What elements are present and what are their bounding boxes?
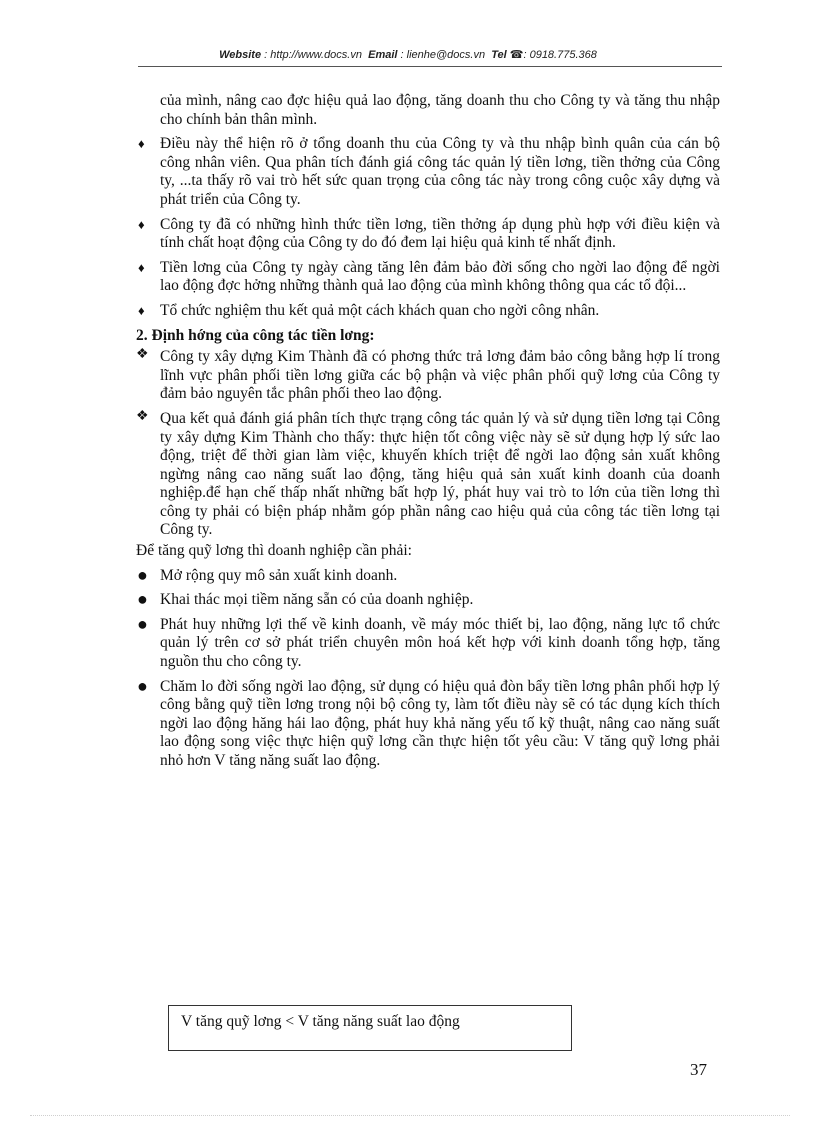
list-item: [136, 410, 720, 540]
list-item-text: Khai thác mọi tiềm năng sẵn có của doanh nghiệp.: [160, 591, 474, 609]
list-item-text: Điều này thể hiện rõ ở tổng doanh thu của Công ty và thu nhập bình quân của cán bộ công nhân viên. Qua phân tích đánh giá công tác quản lý tiền lơng, tiền thởng của Công ty, ...ta thấy rõ vai trò hết sức quan trọng của công tác này trong công cuộc xây dựng và phát triển của Công ty.: [160, 135, 720, 208]
page-header: [0, 48, 816, 61]
list-item-text: Tổ chức nghiệm thu kết quả một cách khách quan cho ngời công nhân.: [160, 301, 600, 319]
list-item: [136, 135, 720, 209]
diamond-bullet-icon: ♦: [138, 216, 145, 232]
formula-text: V tăng quỹ lơng < V tăng năng suất lao động: [181, 1013, 460, 1030]
dot-bullet-icon: ●: [137, 589, 148, 610]
list-item: [136, 564, 720, 586]
list-item: [136, 613, 720, 672]
email-value: : lienhe@docs.vn: [400, 49, 486, 61]
header-divider: [138, 66, 722, 67]
list-item-text: Phát huy những lợi thế về kinh doanh, về máy móc thiết bị, lao động, năng lực tổ chức quản lý trên cơ sở phát triển chuyên môn hoá kết hợp với kinh doanh tổng hợp, tăng nguồn thu cho công ty.: [160, 615, 720, 671]
list-item: [136, 259, 720, 296]
diamond-bullet-icon: ♦: [138, 259, 145, 275]
list-item: [136, 591, 720, 610]
tel-value: : 0918.775.368: [523, 49, 597, 61]
dot-bullet-icon: ●: [137, 613, 148, 634]
dot-bullet-icon: ●: [137, 675, 148, 696]
diamond-bullet-icon: ♦: [138, 302, 145, 318]
section-heading: 2. Định hớng của công tác tiền lơng:: [136, 326, 375, 344]
email-label: Email: [368, 49, 398, 61]
page-number: 37: [690, 1060, 707, 1079]
document-body: [136, 92, 720, 777]
formula-box: [168, 1005, 572, 1051]
list-item: [136, 302, 720, 321]
list-item-text: Tiền lơng của Công ty ngày càng tăng lên đảm bảo đời sống cho ngời lao động để ngời lao động đợc hởng những thành quả lao động của mình không thông qua các tổ đội...: [160, 258, 720, 295]
list-item: [136, 675, 720, 771]
list-item: [136, 348, 720, 404]
list-item: [136, 216, 720, 253]
dot-bullet-icon: ●: [137, 564, 148, 585]
website-label: Website: [219, 49, 262, 61]
list-item-text: Công ty đã có những hình thức tiền lơng, tiền thởng áp dụng phù hợp với điều kiện và tính chất hoạt động của Công ty do đó đem lại hiệu quả kinh tế nhất định.: [160, 215, 720, 252]
paragraph-continuation: của mình, nâng cao đợc hiệu quả lao động, tăng doanh thu cho Công ty và tăng thu nhập cho chính bản thân mình.: [160, 92, 720, 128]
intro-paragraph: Để tăng quỹ lơng thì doanh nghiệp cần phải:: [136, 542, 412, 560]
list-item-text: Công ty xây dựng Kim Thành đã có phơng thức trả lơng đảm bảo công bằng hợp lí trong lĩnh vực phân phối tiền lơng giữa các bộ phận và việc phân phối quỹ lơng của Công ty đảm bảo nguyên tắc phân phối theo lao động.: [160, 348, 720, 403]
diamond-bullet-icon: ♦: [138, 136, 145, 152]
star-bullet-icon: ❖: [136, 408, 149, 424]
website-value: : http://www.docs.vn: [264, 49, 362, 61]
phone-icon: ☎: [509, 49, 524, 61]
tel-label: Tel: [491, 49, 507, 61]
footer-divider: [30, 1115, 790, 1116]
list-item-text: Qua kết quả đánh giá phân tích thực trạng công tác quản lý và sử dụng tiền lơng tại Công ty xây dựng Kim Thành cho thấy: thực hiện tốt công việc này sẽ sử dụng hợp lý sức lao động, triệt để thời gian làm việc, khuyến khích triệt để ngời lao động sản xuất không ngừng nâng cao năng suất lao động, tăng hiệu quả sản xuất kinh doanh của doanh nghiệp.để hạn chế thấp nhất những bất hợp lý, phát huy vai trò to lớn của tiền lơng thì công ty phải có biện pháp nhằm góp phần nâng cao hiệu quả của công tác tiền lơng tại Công ty.: [160, 409, 720, 539]
list-item-text: Mở rộng quy mô sản xuất kinh doanh.: [160, 566, 398, 584]
list-item-text: Chăm lo đời sống ngời lao động, sử dụng có hiệu quả đòn bẩy tiền lơng phân phối hợp lý công bằng quỹ tiền lơng trong nội bộ công ty, làm tốt điều này sẽ có tác dụng kích thích ngời lao động hăng hái lao động, phát huy khả năng yếu tố kỹ thuật, nâng cao năng suất lao động song việc thực hiện quỹ lơng cần thực hiện tốt yêu cầu: V tăng quỹ lơng phải nhỏ hơn V tăng năng suất lao động.: [160, 677, 720, 769]
star-bullet-icon: ❖: [136, 347, 149, 363]
